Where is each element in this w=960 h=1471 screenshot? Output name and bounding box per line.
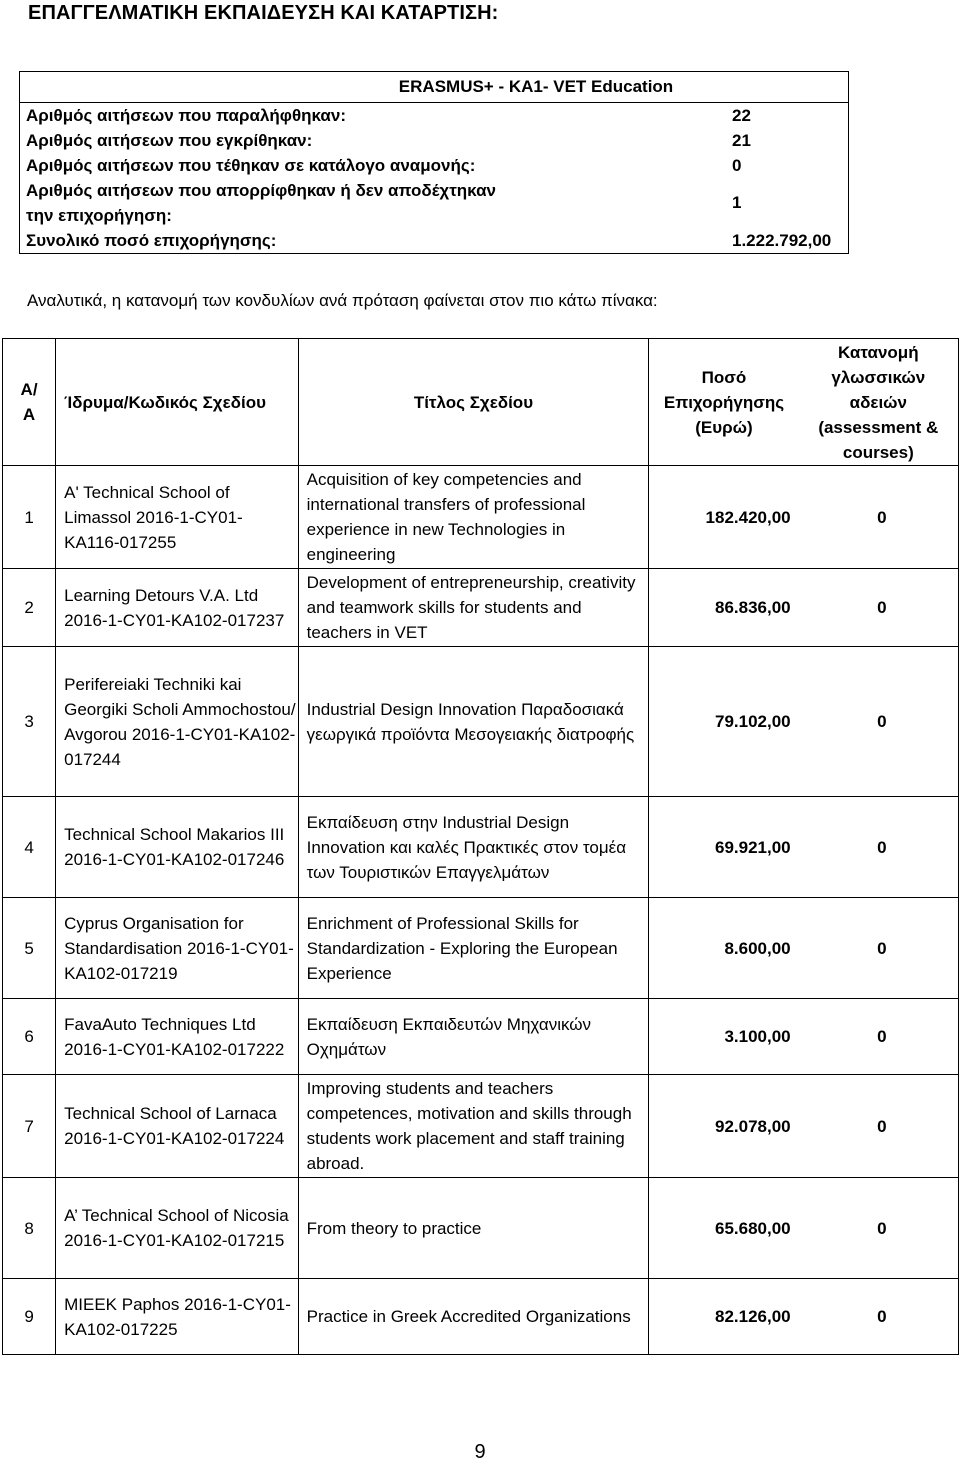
summary-label: Συνολικό ποσό επιχορήγησης:: [20, 228, 727, 254]
row-title: Εκπαίδευση στην Industrial Design Innovation και καλές Πρακτικές στον τομέα των Τουριστικών Επαγγελμάτων: [298, 797, 649, 898]
col-header-number: Α/ Α: [3, 339, 56, 466]
row-title: Industrial Design Innovation Παραδοσιακά γεωργικά προϊόντα Μεσογειακής διατροφής: [298, 647, 649, 797]
row-title: Practice in Greek Accredited Organizations: [298, 1279, 649, 1355]
summary-value: 22: [726, 103, 849, 129]
row-licenses: 0: [799, 898, 959, 999]
row-licenses: 0: [799, 999, 959, 1075]
table-header-row: [3, 339, 959, 466]
row-title: From theory to practice: [298, 1178, 649, 1279]
row-amount: 65.680,00: [649, 1178, 799, 1279]
row-title: Enrichment of Professional Skills for Standardization - Exploring the European Experience: [298, 898, 649, 999]
row-amount: 79.102,00: [649, 647, 799, 797]
row-number: 2: [3, 569, 56, 647]
table-row: [3, 1178, 959, 1279]
allocation-table: [2, 338, 959, 1355]
row-institution: Perifereiaki Techniki kai Georgiki Scholi Ammochostou/ Avgorou 2016-1-CY01-KA102-017244: [56, 647, 299, 797]
row-institution: Technical School of Larnaca 2016-1-CY01-KA102-017224: [56, 1075, 299, 1178]
row-institution: FavaAuto Techniques Ltd 2016-1-CY01-KA102-017222: [56, 999, 299, 1075]
row-number: 9: [3, 1279, 56, 1355]
col-header-amount: Ποσό Επιχορήγησης (Ευρώ): [649, 339, 799, 466]
row-number: 5: [3, 898, 56, 999]
intro-text: Αναλυτικά, η κατανομή των κονδυλίων ανά πρόταση φαίνεται στον πιο κάτω πίνακα:: [27, 291, 658, 310]
row-amount: 82.126,00: [649, 1279, 799, 1355]
table-row: [3, 1279, 959, 1355]
row-licenses: 0: [799, 797, 959, 898]
row-title: Εκπαίδευση Εκπαιδευτών Μηχανικών Οχημάτων: [298, 999, 649, 1075]
summary-total-value: 1.222.792,00: [726, 228, 849, 254]
row-number: 6: [3, 999, 56, 1075]
summary-label: Αριθμός αιτήσεων που τέθηκαν σε κατάλογο αναμονής:: [20, 153, 727, 178]
row-amount: 3.100,00: [649, 999, 799, 1075]
row-institution: Technical School Makarios III 2016-1-CY01-KA102-017246: [56, 797, 299, 898]
row-number: 3: [3, 647, 56, 797]
col-header-institution: Ίδρυμα/Κωδικός Σχεδίου: [56, 339, 299, 466]
row-amount: 92.078,00: [649, 1075, 799, 1178]
row-amount: 86.836,00: [649, 569, 799, 647]
row-number: 7: [3, 1075, 56, 1178]
summary-label: Αριθμός αιτήσεων που εγκρίθηκαν:: [20, 128, 727, 153]
table-row: [3, 898, 959, 999]
row-licenses: 0: [799, 1075, 959, 1178]
col-header-licenses: Κατανομή γλωσσικών αδειών (assessment & courses): [799, 339, 959, 466]
summary-table: [19, 71, 849, 254]
table-row: [3, 999, 959, 1075]
row-licenses: 0: [799, 466, 959, 569]
summary-value: 1: [726, 178, 849, 228]
summary-title: ERASMUS+ - KA1- VET Education: [20, 72, 849, 103]
table-row: [3, 647, 959, 797]
summary-value: 0: [726, 153, 849, 178]
table-row: [3, 1075, 959, 1178]
page-heading: ΕΠΑΓΓΕΛΜΑΤΙΚΗ ΕΚΠΑΙΔΕΥΣΗ ΚΑΙ ΚΑΤΑΡΤΙΣΗ:: [28, 2, 499, 24]
row-institution: MIEEK Paphos 2016-1-CY01-KA102-017225: [56, 1279, 299, 1355]
row-licenses: 0: [799, 647, 959, 797]
table-row: [3, 797, 959, 898]
row-institution: Learning Detours V.A. Ltd 2016-1-CY01-KA102-017237: [56, 569, 299, 647]
row-number: 4: [3, 797, 56, 898]
row-institution: A' Technical School of Limassol 2016-1-CY01-KA116-017255: [56, 466, 299, 569]
summary-label: Αριθμός αιτήσεων που παραλήφθηκαν:: [20, 103, 727, 129]
row-licenses: 0: [799, 1279, 959, 1355]
row-title: Improving students and teachers competences, motivation and skills through students work placement and staff training abroad.: [298, 1075, 649, 1178]
row-institution: Cyprus Organisation for Standardisation 2016-1-CY01-KA102-017219: [56, 898, 299, 999]
row-licenses: 0: [799, 569, 959, 647]
row-number: 1: [3, 466, 56, 569]
summary-value: 21: [726, 128, 849, 153]
page-number: 9: [474, 1441, 486, 1463]
row-licenses: 0: [799, 1178, 959, 1279]
col-header-title: Τίτλος Σχεδίου: [298, 339, 649, 466]
table-row: [3, 569, 959, 647]
row-amount: 69.921,00: [649, 797, 799, 898]
row-title: Acquisition of key competencies and international transfers of professional experience in new Technologies in engineering: [298, 466, 649, 569]
row-institution: A’ Technical School of Nicosia 2016-1-CY01-KA102-017215: [56, 1178, 299, 1279]
row-amount: 182.420,00: [649, 466, 799, 569]
row-amount: 8.600,00: [649, 898, 799, 999]
row-title: Development of entrepreneurship, creativity and teamwork skills for students and teachers in VET: [298, 569, 649, 647]
table-row: [3, 466, 959, 569]
summary-label: Αριθμός αιτήσεων που απορρίφθηκαν ή δεν αποδέχτηκαν την επιχορήγηση:: [20, 178, 727, 228]
row-number: 8: [3, 1178, 56, 1279]
